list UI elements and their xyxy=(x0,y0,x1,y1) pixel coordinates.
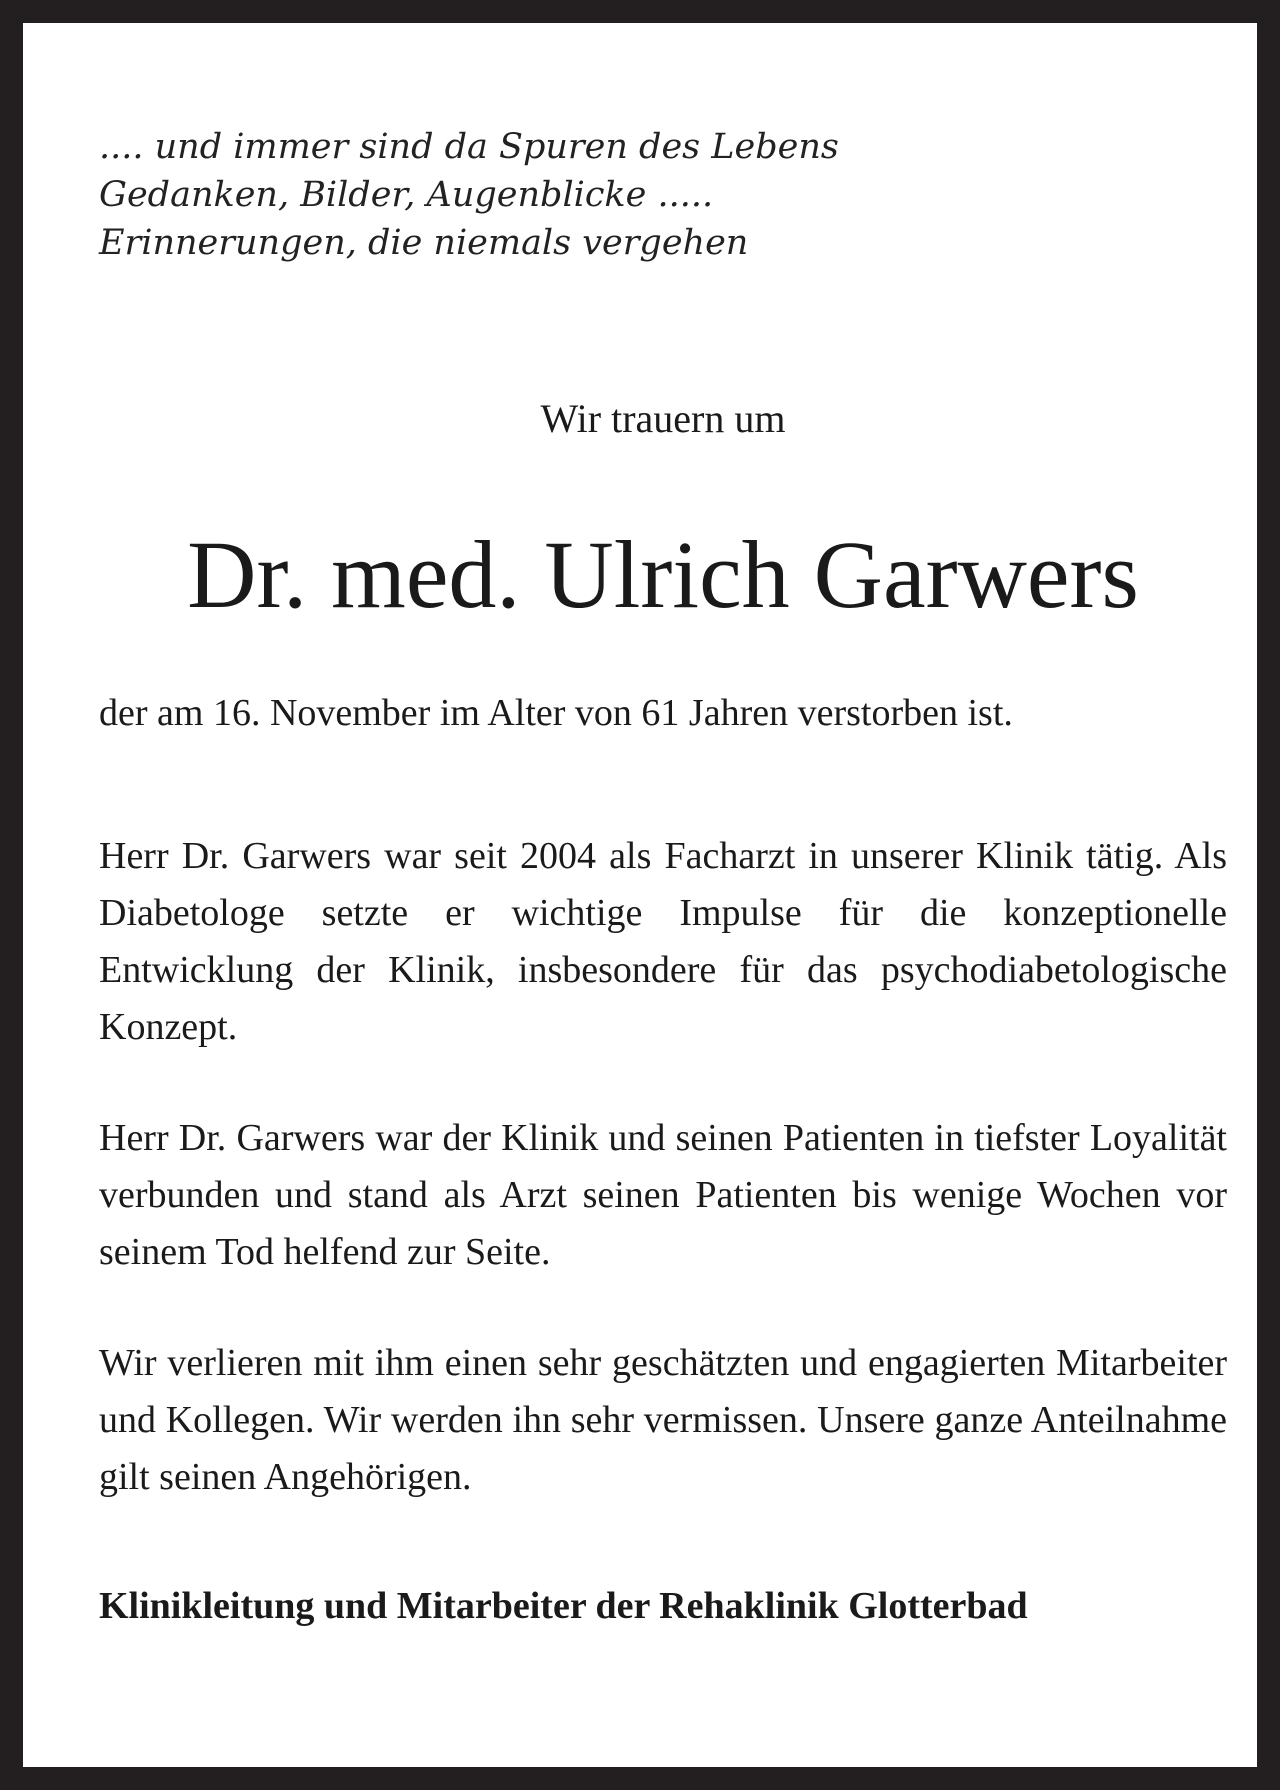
obituary-content xyxy=(99,123,1227,1635)
mourning-heading: Wir trauern um xyxy=(540,396,786,441)
paragraph-loyalty: Herr Dr. Garwers war der Klinik und seinen Patienten in tiefster Loyalität verbunden und stand als Arzt seinen Patienten bis wenige Wochen vor seinem Tod helfend zur Seite. xyxy=(99,1117,1227,1273)
poem-line-3: Erinnerungen, die niemals vergehen xyxy=(99,223,749,263)
paragraph-career: Herr Dr. Garwers war seit 2004 als Facharzt in unserer Klinik tätig. Als Diabetologe setzte er wichtige Impulse für die konzeptionelle Entwicklung der Klinik, insbesondere für das psychodiabetologische Konzept. xyxy=(99,835,1227,1048)
paragraph-condolence: Wir verlieren mit ihm einen sehr geschätzten und engagierten Mitarbeiter und Kollegen. Wir werden ihn sehr vermissen. Unsere ganze Anteilnahme gilt seinen Angehörigen. xyxy=(99,1342,1227,1498)
poem-line-2: Gedanken, Bilder, Augenblicke ..... xyxy=(99,175,714,215)
poem-line-1: .... und immer sind da Spuren des Lebens xyxy=(99,127,839,167)
deceased-name: Dr. med. Ulrich Garwers xyxy=(187,521,1139,628)
poem xyxy=(99,123,1227,267)
signature: Klinikleitung und Mitarbeiter der Rehaklinik Glotterbad xyxy=(99,1585,1028,1627)
death-notice-line: der am 16. November im Alter von 61 Jahren verstorben ist. xyxy=(99,692,1013,734)
